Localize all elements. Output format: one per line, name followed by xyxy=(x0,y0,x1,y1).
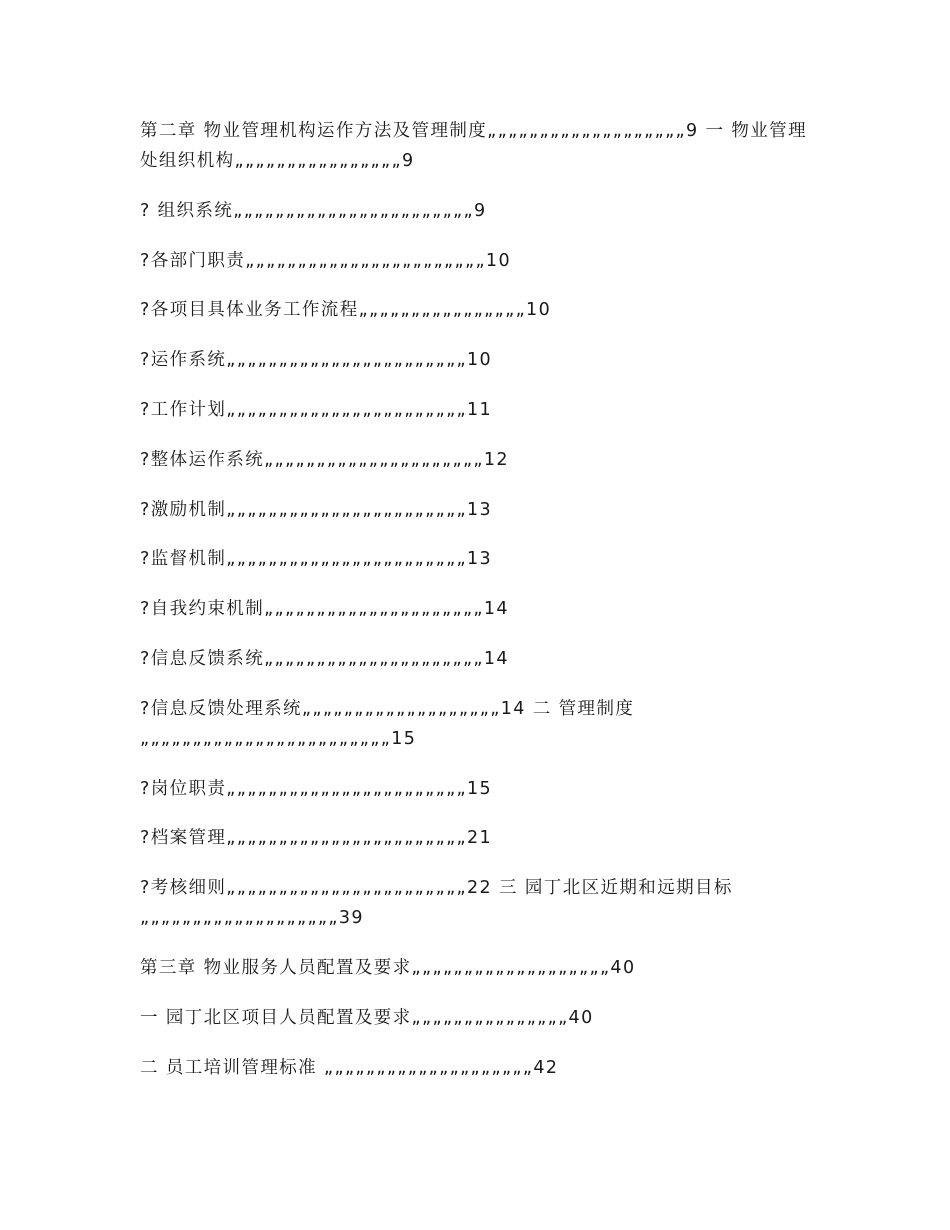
toc-entry-supervision[interactable]: ?监督机制„„„„„„„„„„„„„„„„„„„„„„„13 xyxy=(140,549,493,570)
toc-entry-archive-management[interactable]: ?档案管理„„„„„„„„„„„„„„„„„„„„„„„21 xyxy=(140,828,493,849)
toc-entry-training-standards[interactable]: 二 员工培训管理标准 „„„„„„„„„„„„„„„„„„„„42 xyxy=(140,1057,559,1078)
toc-entry-self-discipline[interactable]: ?自我约束机制„„„„„„„„„„„„„„„„„„„„„14 xyxy=(140,599,509,620)
toc-entry-job-duties[interactable]: ?岗位职责„„„„„„„„„„„„„„„„„„„„„„„15 xyxy=(140,778,493,799)
toc-entry-workflow[interactable]: ?各项目具体业务工作流程„„„„„„„„„„„„„„„„10 xyxy=(140,300,552,321)
toc-entry-chapter-3[interactable]: 第三章 物业服务人员配置及要求„„„„„„„„„„„„„„„„„„„40 xyxy=(140,957,636,978)
toc-entry-organization-system[interactable]: ? 组织系统„„„„„„„„„„„„„„„„„„„„„„„9 xyxy=(140,200,487,221)
toc-entry-chapter-2[interactable]: 第二章 物业管理机构运作方法及管理制度„„„„„„„„„„„„„„„„„„„9 一 物业管理处组织机构„„„„„„„„„„„„„„„„9 xyxy=(140,121,807,171)
toc-entry-feedback-system[interactable]: ?信息反馈系统„„„„„„„„„„„„„„„„„„„„„14 xyxy=(140,648,509,669)
toc-entry-incentive[interactable]: ?激励机制„„„„„„„„„„„„„„„„„„„„„„„13 xyxy=(140,499,493,520)
toc-entry-assessment[interactable]: ?考核细则„„„„„„„„„„„„„„„„„„„„„„„22 三 园丁北区近期和远期目标„„„„„„„„„„„„„„„„„„„39 xyxy=(140,878,733,929)
toc-entry-work-plan[interactable]: ?工作计划„„„„„„„„„„„„„„„„„„„„„„„11 xyxy=(140,399,493,420)
toc-entry-feedback-processing[interactable]: ?信息反馈处理系统„„„„„„„„„„„„„„„„„„„14 二 管理制度„„„„„„„„„„„„„„„„„„„„„„„„15 xyxy=(140,698,635,749)
toc-entry-department-duties[interactable]: ?各部门职责„„„„„„„„„„„„„„„„„„„„„„„10 xyxy=(140,250,511,271)
toc-entry-staffing[interactable]: 一 园丁北区项目人员配置及要求„„„„„„„„„„„„„„„40 xyxy=(140,1007,594,1028)
table-of-contents xyxy=(140,116,810,1102)
toc-entry-operation-system[interactable]: ?运作系统„„„„„„„„„„„„„„„„„„„„„„„10 xyxy=(140,350,493,371)
toc-entry-overall-operation[interactable]: ?整体运作系统„„„„„„„„„„„„„„„„„„„„„12 xyxy=(140,449,509,470)
